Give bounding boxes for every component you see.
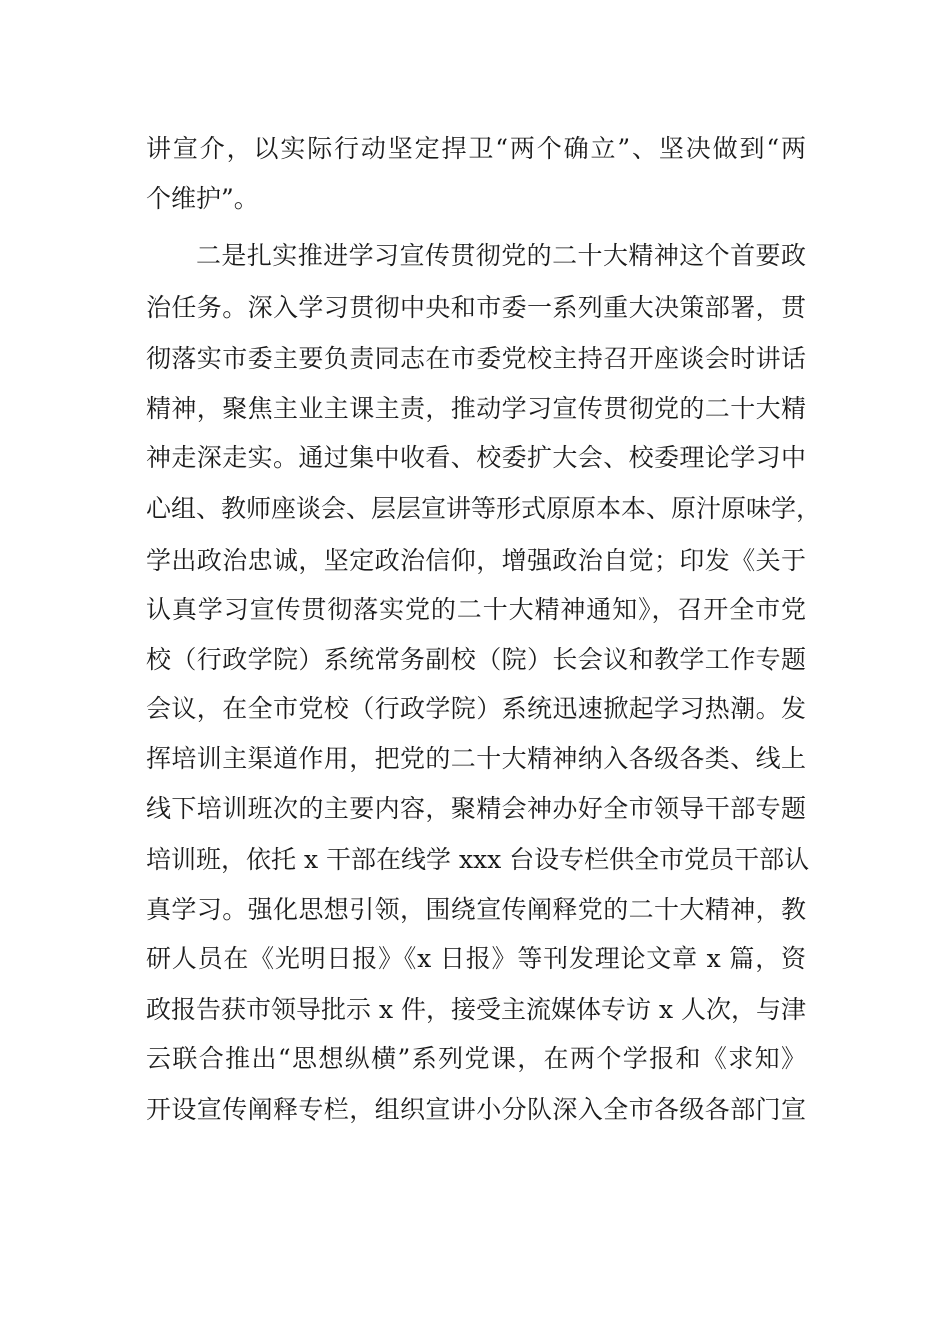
paragraph-line: 认真学习宣传贯彻落实党的二十大精神通知》，召开全市党 [146,595,806,624]
paragraph-line: 个维护”。 [146,184,259,213]
paragraph-line: 云联合推出“思想纵横”系列党课，在两个学报和《求知》 [146,1044,806,1073]
paragraph-line: 培训班，依托 x 干部在线学 xxx 台设专栏供全市党员干部认 [146,845,810,874]
paragraph-line: 开设宣传阐释专栏，组织宣讲小分队深入全市各级各部门宣 [146,1095,806,1124]
paragraph-line: 治任务。深入学习贯彻中央和市委一系列重大决策部署，贯 [146,293,806,322]
paragraph-line: 研人员在《光明日报》《x 日报》等刊发理论文章 x 篇，资 [146,944,806,973]
paragraph-line: 会议，在全市党校（行政学院）系统迅速掀起学习热潮。发 [146,694,806,723]
paragraph-line: 学出政治忠诚，坚定政治信仰，增强政治自觉；印发《关于 [146,546,806,575]
paragraph-line: 讲宣介，以实际行动坚定捍卫“两个确立”、坚决做到“两 [146,134,806,163]
paragraph-line: 政报告获市领导批示 x 件，接受主流媒体专访 x 人次，与津 [146,995,806,1024]
paragraph-line: 挥培训主渠道作用，把党的二十大精神纳入各级各类、线上 [146,744,806,773]
paragraph-line: 神走深走实。通过集中收看、校委扩大会、校委理论学习中 [146,443,806,472]
paragraph-line: 校（行政学院）系统常务副校（院）长会议和教学工作专题 [146,645,806,674]
paragraph-line: 精神，聚焦主业主课主责，推动学习宣传贯彻党的二十大精 [146,394,806,423]
paragraph-line: 真学习。强化思想引领，围绕宣传阐释党的二十大精神，教 [146,895,806,924]
paragraph-line: 彻落实市委主要负责同志在市委党校主持召开座谈会时讲话 [146,344,806,373]
paragraph-line: 心组、教师座谈会、层层宣讲等形式原原本本、原汁原味学， [146,494,822,523]
paragraph-line: 二是扎实推进学习宣传贯彻党的二十大精神这个首要政 [196,241,806,270]
paragraph-line: 线下培训班次的主要内容，聚精会神办好全市领导干部专题 [146,794,806,823]
